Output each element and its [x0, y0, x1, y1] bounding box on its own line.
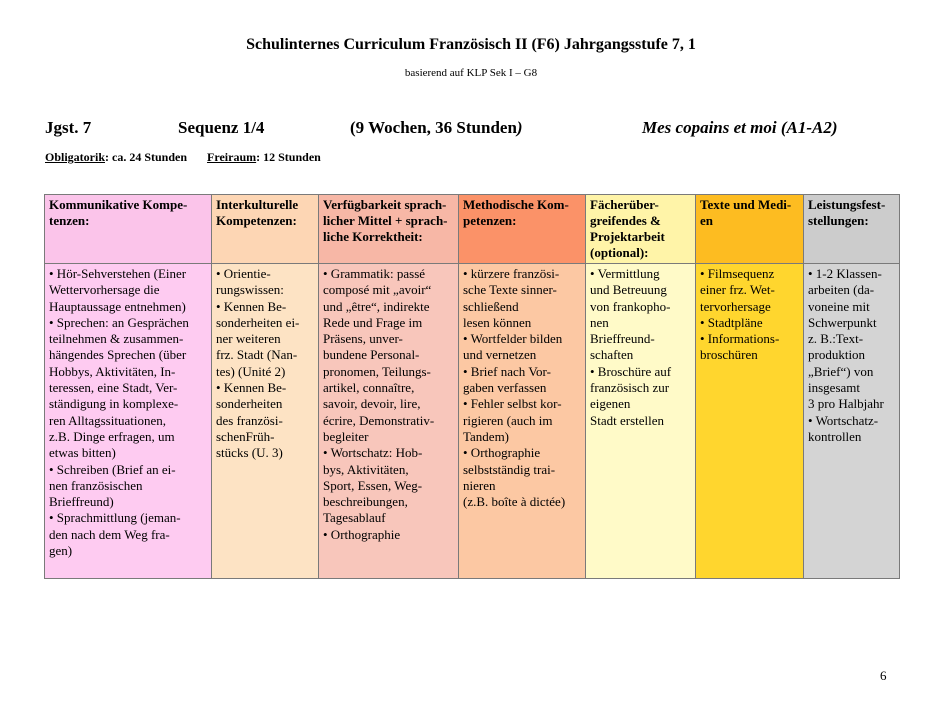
- header-line: Leistungsfest-: [808, 197, 886, 212]
- header-line: Interkulturelle: [216, 197, 299, 212]
- cell-line: z. B.:Text-: [808, 331, 864, 347]
- cell-line: tes) (Unité 2): [216, 363, 286, 379]
- cell-line: und „être“, indirekte: [323, 298, 430, 314]
- cell-faecheruebergreifendes: [586, 264, 696, 579]
- cell-line: • Sprechen: an Gesprächen: [49, 314, 189, 330]
- cell-line: bys, Aktivitäten,: [323, 461, 409, 477]
- cell-texte-und-medien: [696, 264, 804, 579]
- header-line: greifendes &: [590, 213, 661, 228]
- cell-line: nen französischen: [49, 477, 143, 493]
- cell-line: rungswissen:: [216, 282, 284, 298]
- cell-line: eigenen: [590, 396, 631, 412]
- header-faecheruebergreifendes: [586, 195, 696, 264]
- cell-leistungsfeststellungen: [804, 264, 900, 579]
- header-line: Verfügbarkeit sprach-: [323, 197, 447, 212]
- cell-line: 3 pro Halbjahr: [808, 396, 884, 412]
- cell-line: voneine mit: [808, 298, 870, 314]
- cell-line: von frankopho-: [590, 298, 671, 314]
- sequence-theme: Mes copains et moi (A1-A2): [642, 118, 838, 137]
- cell-line: und Betreuung: [590, 282, 667, 298]
- freiraum-value: : 12 Stunden: [256, 150, 321, 164]
- cell-line: Brieffreund): [49, 494, 114, 510]
- cell-line: • Hör-Sehverstehen (Einer: [49, 266, 187, 281]
- cell-line: selbstständig trai-: [463, 461, 556, 477]
- cell-line: • Schreiben (Brief an ei-: [49, 461, 176, 477]
- header-line: Methodische Kom-: [463, 197, 569, 212]
- table-content-row: [45, 264, 900, 579]
- obligatorik-label: Obligatorik: [45, 150, 106, 164]
- cell-line: produktion: [808, 347, 866, 363]
- freiraum-label: Freiraum: [207, 150, 257, 164]
- cell-line: „Brief“) von: [808, 363, 874, 379]
- header-line: tenzen:: [49, 213, 90, 228]
- cell-line: teilnehmen & zusammen-: [49, 331, 184, 347]
- header-leistungsfeststellungen: [804, 195, 900, 264]
- table-header-row: [45, 195, 900, 264]
- cell-line: • Stadtpläne: [700, 314, 763, 330]
- page-title: Schulinternes Curriculum Französisch II (F6) Jahrgangsstufe 7, 1: [246, 36, 696, 53]
- header-interkulturelle-kompetenzen: [212, 195, 319, 264]
- header-line: licher Mittel + sprach-: [323, 213, 448, 228]
- cell-line: lesen können: [463, 314, 532, 330]
- cell-line: frz. Stadt (Nan-: [216, 347, 298, 363]
- header-line: Projektarbeit: [590, 229, 665, 244]
- cell-line: hängendes Sprechen (über: [49, 347, 187, 363]
- cell-line: Stadt erstellen: [590, 412, 665, 428]
- cell-line: Wettervorhersage die: [49, 282, 160, 298]
- cell-methodische-kompetenzen: [459, 264, 586, 579]
- cell-line: Tagesablauf: [323, 510, 386, 526]
- cell-line: arbeiten (da-: [808, 282, 875, 298]
- cell-kommunikative-kompetenzen: [45, 264, 212, 579]
- cell-line: broschüren: [700, 347, 758, 363]
- cell-line: bundene Personal-: [323, 347, 420, 363]
- cell-line: composé mit „avoir“: [323, 282, 432, 298]
- cell-line: sonderheiten ei-: [216, 314, 300, 330]
- cell-line: gaben verfassen: [463, 380, 547, 396]
- cell-line: französisch zur: [590, 380, 670, 396]
- cell-line: Brieffreund-: [590, 331, 655, 347]
- header-texte-und-medien: [696, 195, 804, 264]
- cell-line: Tandem): [463, 428, 510, 444]
- cell-line: und vernetzen: [463, 347, 537, 363]
- cell-line: • Wortschatz: Hob-: [323, 445, 423, 461]
- cell-line: • Kennen Be-: [216, 298, 287, 314]
- cell-line: tervorhersage: [700, 298, 771, 314]
- curriculum-table: [44, 194, 900, 579]
- cell-line: • Vermittlung: [590, 266, 660, 281]
- header-line: Kommunikative Kompe-: [49, 197, 188, 212]
- page-number: 6: [880, 668, 887, 683]
- header-kommunikative-kompetenzen: [45, 195, 212, 264]
- cell-line: sonderheiten: [216, 396, 283, 412]
- cell-line: • 1-2 Klassen-: [808, 266, 882, 281]
- cell-line: einer frz. Wet-: [700, 282, 775, 298]
- cell-line: begleiter: [323, 428, 369, 444]
- cell-line: stücks (U. 3): [216, 445, 283, 461]
- header-line: Fächerüber-: [590, 197, 659, 212]
- cell-line: (z.B. boîte à dictée): [463, 494, 566, 510]
- cell-line: • Orthographie: [463, 445, 541, 461]
- cell-line: savoir, devoir, lire,: [323, 396, 421, 412]
- cell-line: etwas bitten): [49, 445, 116, 461]
- cell-line: • Fehler selbst kor-: [463, 396, 562, 412]
- cell-line: • Orientie-: [216, 266, 271, 281]
- cell-line: • Brief nach Vor-: [463, 363, 551, 379]
- cell-line: des französi-: [216, 412, 283, 428]
- cell-line: kontrollen: [808, 428, 862, 444]
- cell-line: pronomen, Teilungs-: [323, 363, 431, 379]
- header-line: Texte und Medi-: [700, 197, 792, 212]
- cell-line: nen: [590, 314, 609, 330]
- cell-line: Hauptaussage entnehmen): [49, 298, 186, 314]
- cell-line: schließend: [463, 298, 519, 314]
- cell-line: Hobbys, Aktivitäten, In-: [49, 363, 176, 379]
- cell-line: schenFrüh-: [216, 428, 275, 444]
- grade-level: Jgst. 7: [45, 118, 92, 137]
- sequence-duration-close: ): [516, 118, 523, 137]
- cell-line: beschreibungen,: [323, 494, 408, 510]
- cell-line: • Grammatik: passé: [323, 266, 426, 281]
- header-verfuegbarkeit-sprachlicher-mittel: [319, 195, 459, 264]
- cell-line: • Kennen Be-: [216, 380, 287, 396]
- cell-line: Präsens, unver-: [323, 331, 403, 347]
- sequence-duration-text: (9 Wochen, 36 Stunden: [350, 118, 517, 137]
- cell-line: • Wortfelder bilden: [463, 331, 563, 347]
- header-methodische-kompetenzen: [459, 195, 586, 264]
- header-line: en: [700, 213, 713, 228]
- cell-line: • Filmsequenz: [700, 266, 775, 281]
- cell-line: sche Texte sinner-: [463, 282, 557, 298]
- page-subtitle: basierend auf KLP Sek I – G8: [404, 67, 538, 79]
- cell-line: • kürzere französi-: [463, 266, 560, 281]
- cell-line: schaften: [590, 347, 634, 363]
- cell-line: • Broschüre auf: [590, 363, 672, 379]
- cell-verfuegbarkeit-sprachlicher-mittel: [319, 264, 459, 579]
- cell-line: ner weiteren: [216, 331, 281, 347]
- header-line: Kompetenzen:: [216, 213, 297, 228]
- header-line: liche Korrektheit:: [323, 229, 423, 244]
- header-line: petenzen:: [463, 213, 517, 228]
- header-line: stellungen:: [808, 213, 869, 228]
- cell-line: den nach dem Weg fra-: [49, 526, 170, 542]
- cell-line: • Orthographie: [323, 526, 401, 542]
- cell-line: • Wortschatz-: [808, 412, 879, 428]
- cell-line: • Sprachmittlung (jeman-: [49, 510, 181, 526]
- cell-line: nieren: [463, 477, 496, 493]
- cell-line: Rede und Frage im: [323, 314, 423, 330]
- cell-line: artikel, connaître,: [323, 380, 415, 396]
- obligatorik-value: : ca. 24 Stunden: [105, 150, 188, 164]
- cell-line: ren Alltagssituationen,: [49, 412, 166, 428]
- cell-interkulturelle-kompetenzen: [212, 264, 319, 579]
- cell-line: rigieren (auch im: [463, 412, 553, 428]
- cell-line: ständigung in komplexe-: [49, 396, 179, 412]
- header-line: (optional):: [590, 245, 649, 260]
- cell-line: insgesamt: [808, 380, 860, 396]
- cell-line: Sport, Essen, Weg-: [323, 477, 423, 493]
- cell-line: écrire, Demonstrativ-: [323, 412, 435, 428]
- cell-line: teressen, eine Stadt, Ver-: [49, 380, 178, 396]
- cell-line: Schwerpunkt: [808, 314, 877, 330]
- sequence-duration: [350, 118, 523, 138]
- time-allocation: [45, 150, 321, 165]
- cell-line: z.B. Dinge erfragen, um: [49, 428, 175, 444]
- cell-line: gen): [49, 543, 73, 559]
- cell-line: • Informations-: [700, 331, 780, 347]
- sequence-number: Sequenz 1/4: [178, 118, 265, 137]
